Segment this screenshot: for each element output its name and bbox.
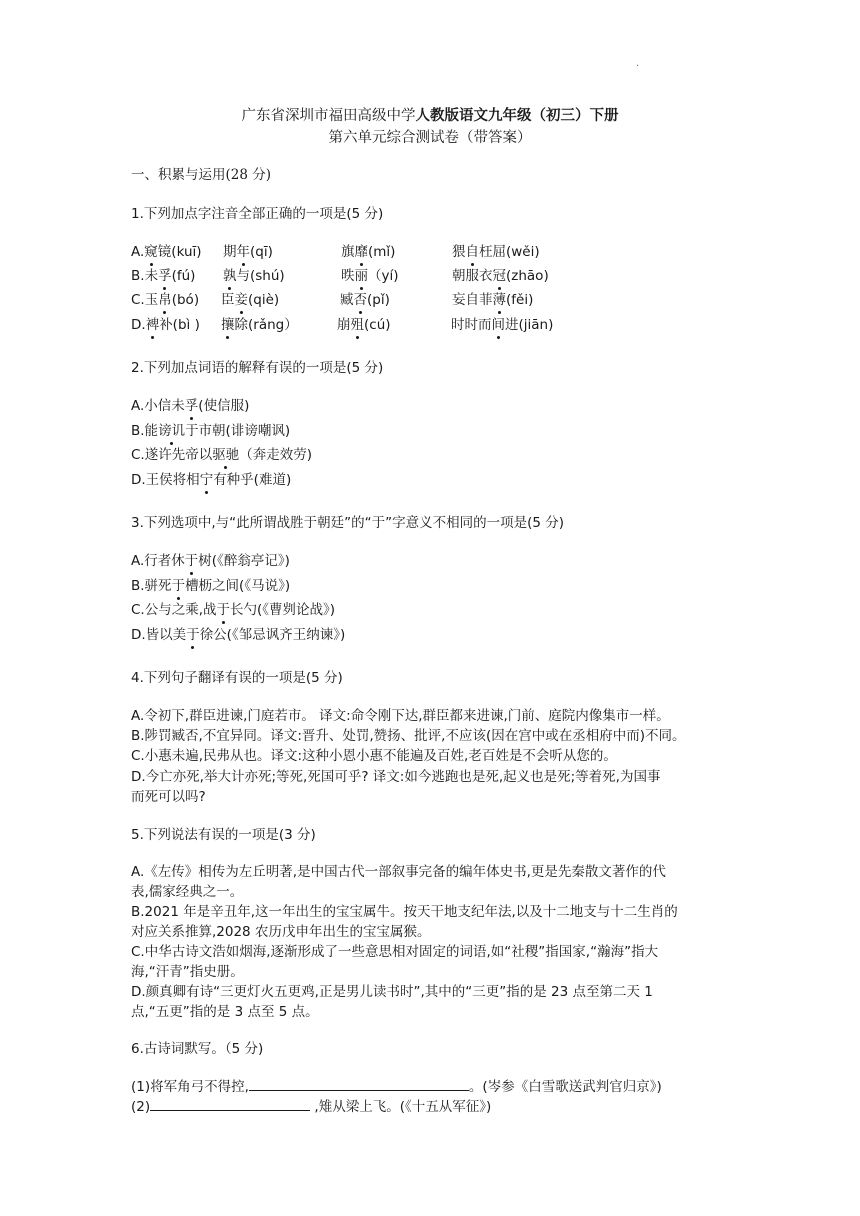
question-2-stem: 2.下列加点词语的解释有误的一项是(5 分) <box>131 360 384 376</box>
q2-option-d <box>131 468 291 488</box>
text-post: (fěi) <box>506 292 534 308</box>
q1-option-b-col1 <box>131 264 195 284</box>
text-post: 。(岑参《白雪歌送武判官归京》) <box>468 1079 662 1095</box>
dotted-char: 妾 <box>234 292 248 308</box>
dotted-word: 宁 <box>199 472 214 488</box>
q4-option-a: A.令初下,群臣进谏,门庭若市。 译文:命令刚下达,群臣都来进谏,门前、庭院内像集市一样。 <box>131 708 670 724</box>
text-pre: D.皆以美 <box>131 627 187 643</box>
text-post: 有种乎(难道) <box>213 472 292 488</box>
dotted-char: 孚 <box>158 268 172 284</box>
text-post: （奔走效劳) <box>239 447 312 463</box>
text-post: 进(jiān) <box>505 317 554 333</box>
text-pre: B.骈死 <box>131 578 172 594</box>
text-pre: (1)将军角弓不得控, <box>131 1079 249 1095</box>
dotted-word: 驱驰 <box>212 447 240 463</box>
text-pre: 时时而 <box>451 317 492 333</box>
text-post: 与(shú) <box>236 268 285 284</box>
q5-line: 对应关系推算,2028 农历戊申年出生的宝宝属猴。 <box>131 924 431 940</box>
text-pre: 臣 <box>221 292 235 308</box>
dotted-char: 冠 <box>492 268 506 284</box>
question-5-stem: 5.下列说法有误的一项是(3 分) <box>131 827 316 843</box>
dotted-char: 间 <box>491 317 505 333</box>
q1-option-c-col2 <box>221 288 279 308</box>
document-title-line2: 第六单元综合测试卷（带答案） <box>328 130 532 146</box>
text-pre: 崩 <box>337 317 351 333</box>
dotted-char: 窥 <box>144 244 158 260</box>
text-post: (使信服) <box>198 398 250 414</box>
q5-line: A.《左传》相传为左丘明著,是中国古代一部叙事完备的编年体史书,更是先秦散文著作的代 <box>131 864 666 880</box>
text-pre: 期 <box>223 244 237 260</box>
text-post: 长勺(《曹刿论战》) <box>230 602 336 618</box>
q1-option-b-col4 <box>452 264 549 284</box>
dotted-char: 否 <box>353 292 367 308</box>
q2-option-c <box>131 443 312 463</box>
dotted-char: 丽 <box>354 268 368 284</box>
text-post: (qī) <box>250 244 273 260</box>
q5-line: 表,儒家经典之一。 <box>131 884 244 900</box>
dotted-char: 裨 <box>145 317 160 333</box>
q5-line: C.中华古诗文浩如烟海,逐渐形成了一些意思相对固定的词语,如“社稷”指国家,“瀚海”指大 <box>131 944 659 960</box>
question-1-stem: 1.下列加点字注音全部正确的一项是(5 分) <box>131 206 384 222</box>
q3-option-a <box>131 549 290 569</box>
text-pre: 未 <box>144 268 159 284</box>
q1-option-a-col4 <box>452 240 540 260</box>
q5-line: B.2021 年是辛丑年,这一年出生的宝宝属牛。按天干地支纪年法,以及十二地支与十二生肖的 <box>131 904 678 920</box>
q3-option-c <box>131 598 335 618</box>
text-post: (cú) <box>364 317 391 333</box>
text-post: (bó) <box>171 292 200 308</box>
text-pre: B.能 <box>131 423 159 439</box>
title-school: 广东省深圳市福田高级中学 <box>241 108 416 124</box>
text-post: (qiè) <box>248 292 280 308</box>
q4-option-b: B.陟罚臧否,不宜异同。译文:晋升、处罚,赞扬、批评,不应该(因在宫中或在丞相府中而)不同。 <box>131 728 686 744</box>
text-post: 徐公(《邹忌讽齐王纳谏》) <box>199 627 346 643</box>
answer-blank[interactable] <box>249 1076 469 1091</box>
text-pre: 昳 <box>341 268 355 284</box>
dotted-char: 自 <box>465 244 479 260</box>
text-pre: 旗 <box>341 244 355 260</box>
dotted-char: 年 <box>236 244 250 260</box>
answer-blank[interactable] <box>150 1096 310 1111</box>
q1-option-d-col1 <box>131 313 200 333</box>
text-pre: 臧 <box>340 292 354 308</box>
q1-option-a-col2 <box>223 240 273 260</box>
question-3-stem: 3.下列选项中,与“此所谓战胜于朝廷”的“于”字意义不相同的一项是(5 分) <box>131 515 565 531</box>
text-pre: A.小信未 <box>131 398 185 414</box>
document-title-line1 <box>0 104 860 125</box>
q1-option-a-col3 <box>341 240 395 260</box>
q1-option-a-col1 <box>131 240 202 260</box>
dotted-char: 殂 <box>350 317 364 333</box>
q1-option-d-col4 <box>451 313 553 333</box>
question-4-stem: 4.下列句子翻译有误的一项是(5 分) <box>131 670 343 686</box>
option-letter: B. <box>131 268 145 284</box>
q1-option-c-col3 <box>340 288 390 308</box>
dotted-char: 孰 <box>223 268 237 284</box>
q5-line: 点,“五更”指的是 3 点至 5 点。 <box>131 1004 319 1020</box>
section-heading: 一、积累与运用(28 分) <box>131 167 272 183</box>
text-post: (zhāo) <box>506 268 549 284</box>
q6-item-1 <box>131 1075 662 1095</box>
dotted-char: 于 <box>184 553 199 569</box>
q3-option-b <box>131 574 290 594</box>
text-pre: 猥 <box>452 244 466 260</box>
q2-option-b <box>131 419 290 439</box>
text-pre: A.行者休 <box>131 553 185 569</box>
q4-option-d: D.今亡亦死,举大计亦死;等死,死国可乎? 译文:如今逃跑也是死,起义也是死;等着死,为国事 <box>131 769 661 785</box>
dotted-char: 于 <box>186 627 200 643</box>
q5-line: 海,“汗青”指史册。 <box>131 964 244 980</box>
title-textbook: 人教版语文九年级（初三）下册 <box>415 107 619 124</box>
option-letter: A. <box>131 244 145 260</box>
text-pre: C.公与之乘,战 <box>131 602 217 618</box>
q1-option-b-col2 <box>223 264 285 284</box>
text-post: (mǐ) <box>368 244 396 260</box>
dotted-char: 靡 <box>354 244 368 260</box>
q1-option-d-col2 <box>221 313 298 333</box>
option-letter: C. <box>131 292 145 308</box>
text-post: 槽枥之间(《马说》) <box>185 578 291 594</box>
q5-line: D.颜真卿有诗“三更灯火五更鸡,正是男儿读书时”,其中的“三更”指的是 23 点至第二天 1 <box>131 984 653 1000</box>
dotted-char: 帛 <box>158 292 172 308</box>
text-post: 补(bì ) <box>159 317 200 333</box>
dotted-char: 于 <box>171 578 186 594</box>
text-pre: (2) <box>131 1099 151 1115</box>
dotted-word: 谤讥 <box>158 423 186 439</box>
q1-option-d-col3 <box>337 313 391 333</box>
text-post: 镜(kuī) <box>157 244 202 260</box>
text-pre: C.遂许先帝以 <box>131 447 213 463</box>
q1-option-c-col1 <box>131 288 199 308</box>
dotted-char: 攘 <box>221 317 235 333</box>
q1-option-c-col4 <box>452 288 533 308</box>
text-pre: 妄自菲 <box>452 292 493 308</box>
q4-option-d-cont: 而死可以吗? <box>131 789 206 805</box>
dotted-word: 孚 <box>184 398 199 414</box>
text-post: 除(rǎng） <box>234 317 298 333</box>
text-post: 枉屈(wěi) <box>479 244 540 260</box>
q2-option-a <box>131 394 249 414</box>
text-post: (fú) <box>171 268 196 284</box>
text-pre: 朝服衣 <box>452 268 493 284</box>
text-post: （yí) <box>368 268 399 284</box>
q1-option-b-col3 <box>341 264 399 284</box>
corner-mark: . <box>636 58 640 69</box>
q6-item-2 <box>131 1095 491 1115</box>
text-post: 树(《醉翁亭记》) <box>198 553 290 569</box>
text-post: 于市朝(诽谤嘲讽) <box>185 423 291 439</box>
q3-option-d <box>131 623 345 643</box>
text-post: (pǐ) <box>367 292 390 308</box>
q4-option-c: C.小惠未遍,民弗从也。译文:这种小恩小惠不能遍及百姓,老百姓是不会听从您的。 <box>131 748 617 764</box>
question-6-stem: 6.古诗词默写。（5 分) <box>131 1041 264 1057</box>
dotted-char: 薄 <box>492 292 506 308</box>
text-post: ,雉从梁上飞。(《十五从军征》) <box>310 1099 492 1115</box>
dotted-char: 于 <box>216 602 231 618</box>
text-pre: 玉 <box>144 292 159 308</box>
text-pre: D.王侯将相 <box>131 472 200 488</box>
option-letter: D. <box>131 317 146 333</box>
